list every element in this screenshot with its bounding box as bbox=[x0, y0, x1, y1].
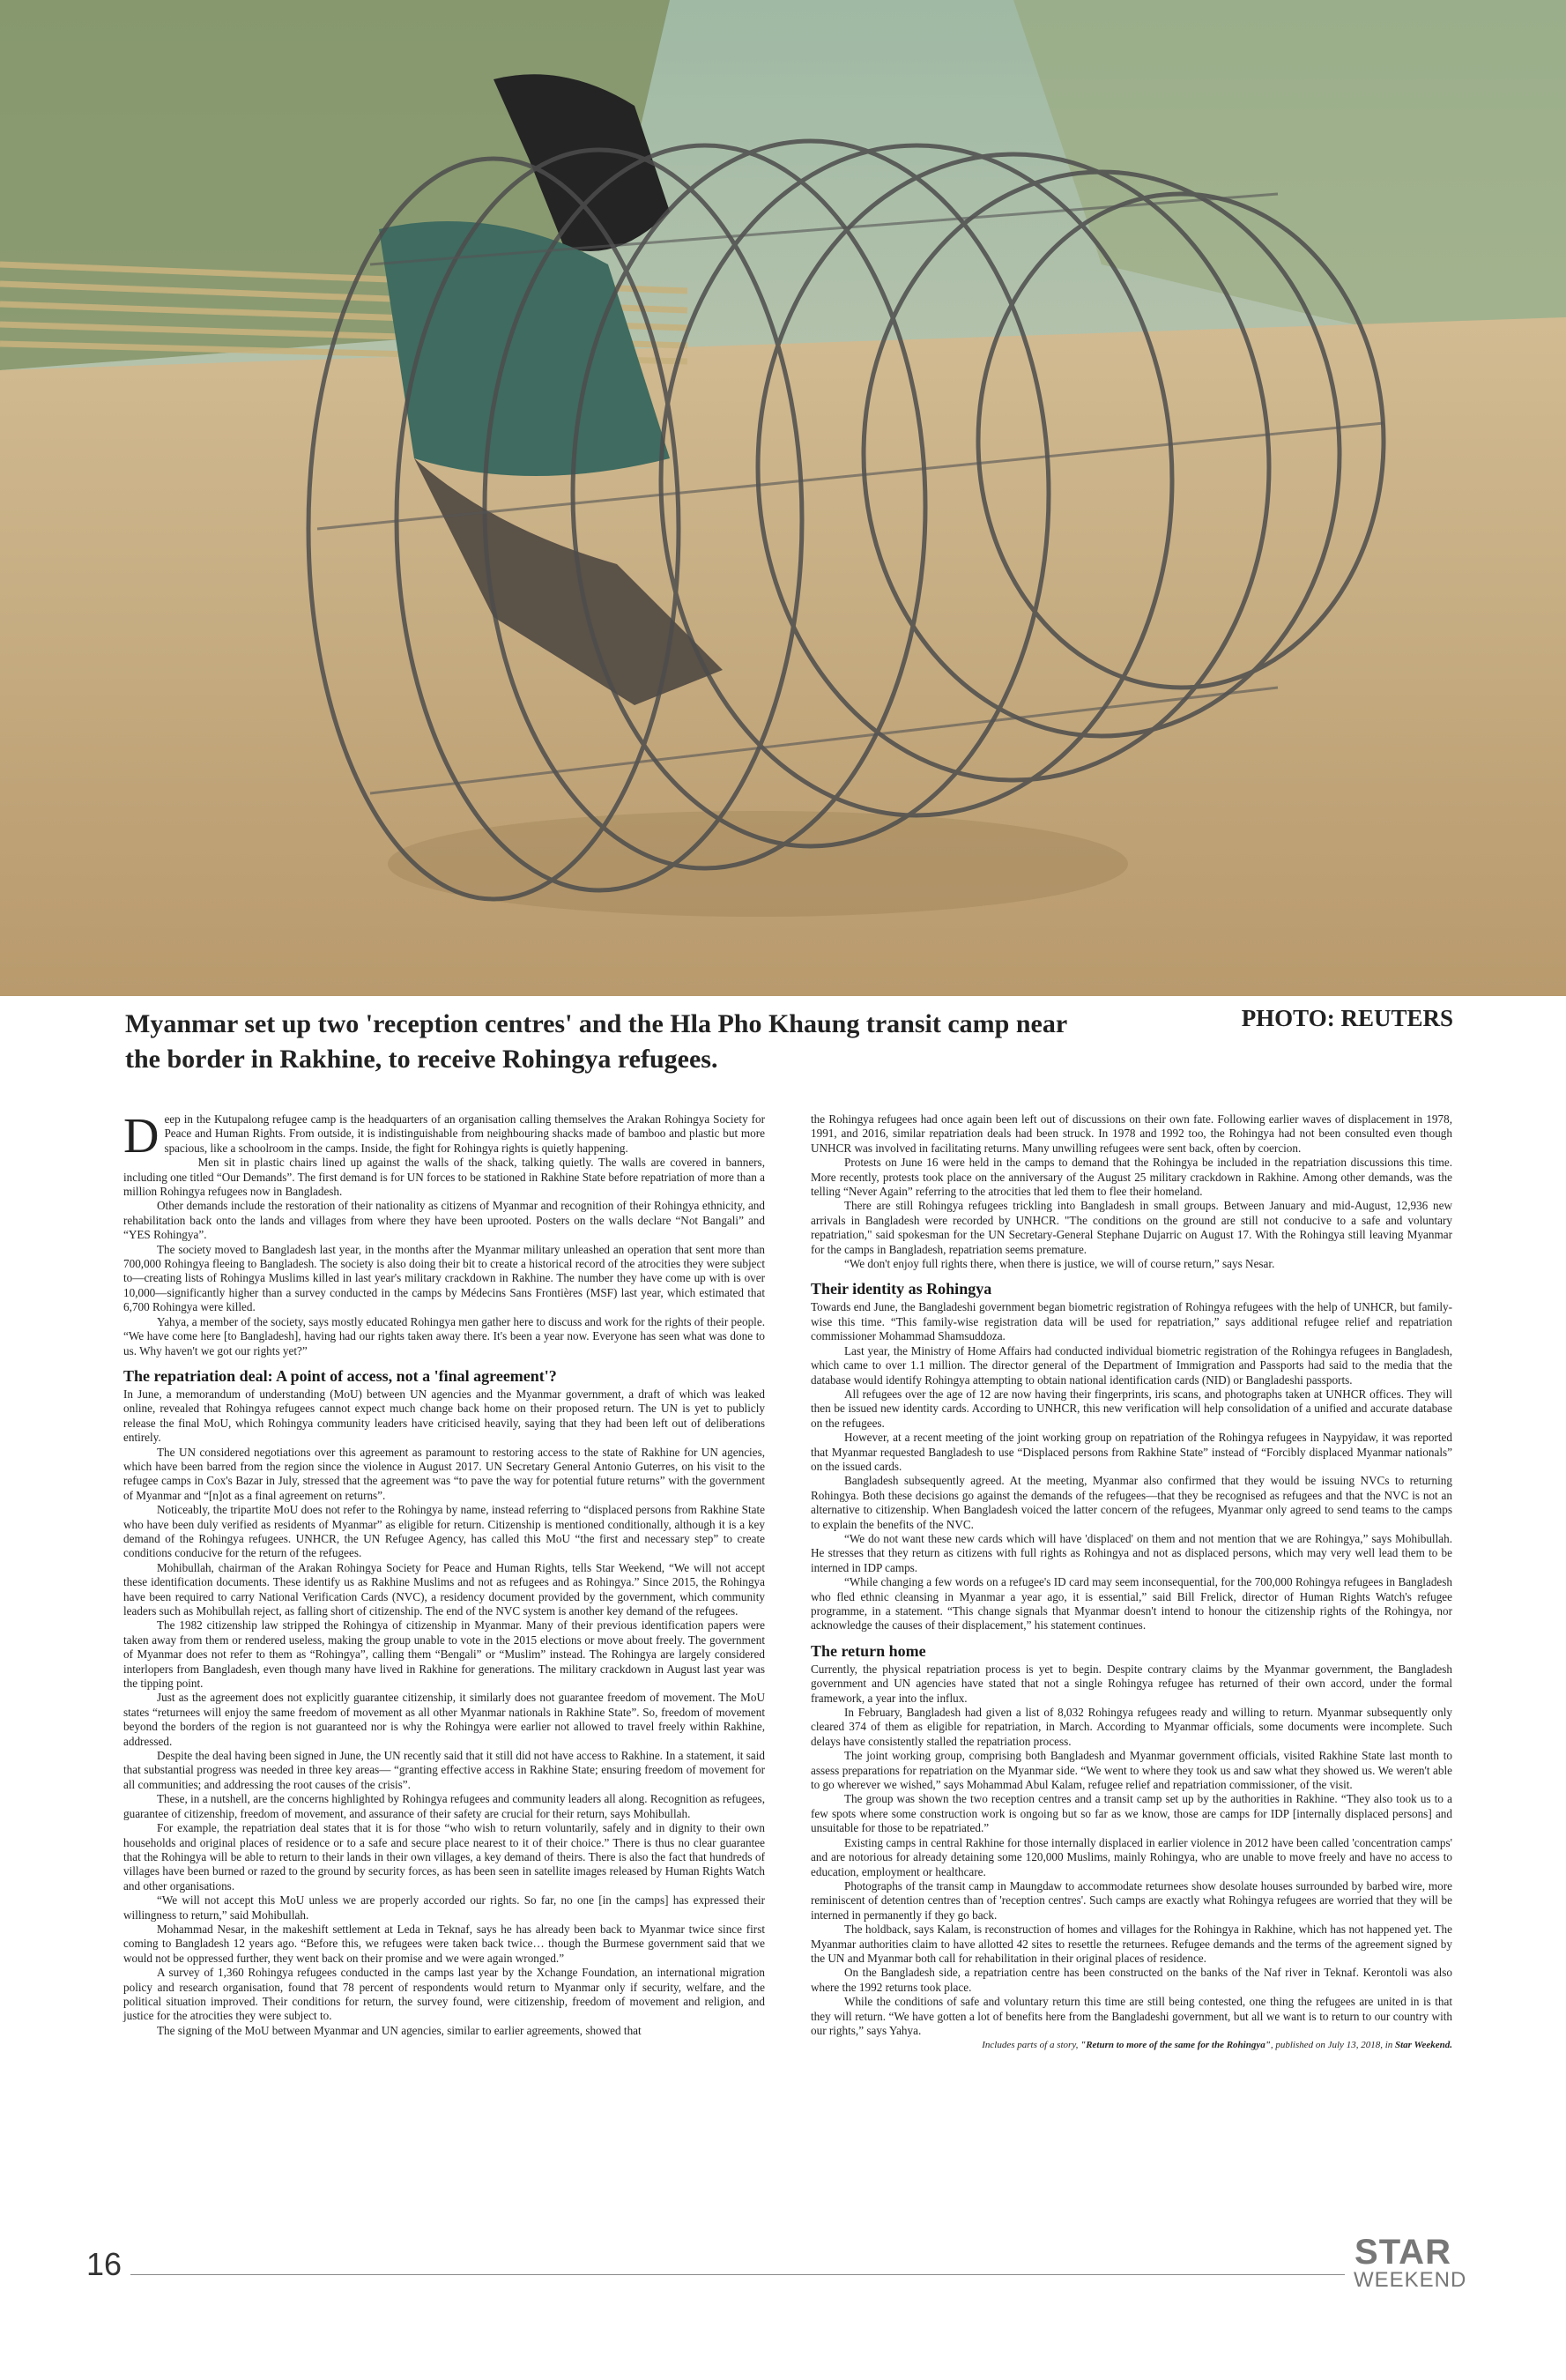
source-note bbox=[811, 2038, 1452, 2052]
logo-star: STAR bbox=[1354, 2233, 1451, 2272]
source-note-publication: Star Weekend. bbox=[1395, 2040, 1452, 2051]
article-paragraph: “We will not accept this MoU unless we are properly accorded our rights. So far, no one [in the camps] has expressed their willingness to return,” said Mohibullah. bbox=[123, 1893, 765, 1922]
page-number: 16 bbox=[86, 2246, 122, 2282]
article-paragraph: Yahya, a member of the society, says mostly educated Rohingya men gather here to discuss and work for the rights of their people. “We have come here [to Bangladesh], having had our rights taken away there. It's been a year now. Everyone has seen what was done to us. Why haven't we got our rights yet?” bbox=[123, 1314, 765, 1357]
article-paragraph: The signing of the MoU between Myanmar and UN agencies, similar to earlier agreements, showed that bbox=[157, 2023, 642, 2037]
article-paragraph: Currently, the physical repatriation process is yet to begin. Despite contrary claims by the Myanmar government, the Bangladesh government and UN agencies have stated that not a single Rohingya refugee has returned of their own accord, under the formal framework, a year into the influx. bbox=[811, 1662, 1452, 1705]
star-weekend-logo bbox=[1354, 2233, 1467, 2292]
section-heading-identity: Their identity as Rohingya bbox=[811, 1280, 992, 1298]
article-paragraph: For example, the repatriation deal states that it is for those “who wish to return voluntarily, safely and in dignity to their own households and original places of residence or to a safe and secure place nearest to it of their choice.” There is thus no clear guarantee that the Rohingya will be able to return to their lands in their own villages, a key demand of theirs. There is also the fact that hundreds of villages have been burned or razed to the ground by security forces, as has been seen in satellite images released by Human Rights Watch and other organisations. bbox=[123, 1821, 765, 1893]
article-paragraph: Towards end June, the Bangladeshi government began biometric registration of Rohingya refugees with the help of UNHCR, but family-wise this time. “This family-wise registration data will be used for repatriation,” says additional refugee relief and repatriation commissioner Mohammad Shamsuddoza. bbox=[811, 1300, 1452, 1343]
article-paragraph: Despite the deal having been signed in June, the UN recently said that it still did not have access to Rakhine. In a statement, it said that substantial progress was needed in three key areas— “granting effective access in Rakhine State; ensuring freedom of movement for all communities; and addressing the root causes of the crisis”. bbox=[123, 1749, 765, 1791]
article-paragraph: Mohammad Nesar, in the makeshift settlement at Leda in Teknaf, says he has already been back to Myanmar twice since first coming to Bangladesh 12 years ago. “Before this, we refugees were taken back twice… though the Burmese government said that we would not be oppressed further, they went back on their promise and we were again wronged.” bbox=[123, 1922, 765, 1965]
article-paragraph: The group was shown the two reception centres and a transit camp set up by the authorities in Rakhine. “They also took us to a few spots where some construction work is ongoing but so far as we know, those are camps for IDP [internally displaced persons] and unsuitable for those to be repatriated.” bbox=[811, 1792, 1452, 1835]
article-column-right bbox=[811, 1112, 1452, 2053]
article-column-left bbox=[123, 1109, 765, 2038]
dropcap: D bbox=[123, 1109, 160, 1164]
source-note-prefix: Includes parts of a story, bbox=[982, 2040, 1081, 2051]
article-paragraph: However, at a recent meeting of the joint working group on repatriation of the Rohingya refugees in Naypyidaw, it was reported that Myanmar requested Bangladesh to use “Displaced persons from Rakhine State” instead of “Forcibly displaced Myanmar nationals” on the issued cards. bbox=[811, 1431, 1452, 1473]
article-paragraph: Men sit in plastic chairs lined up against the walls of the shack, talking quietly. The walls are covered in banners, including one titled “Our Demands”. The first demand is for UN forces to be stationed in Rakhine State before repatriation of more than a million Rohingya refugees now in Bangladesh. bbox=[123, 1156, 765, 1199]
article-paragraph: In June, a memorandum of understanding (MoU) between UN agencies and the Myanmar government, a draft of which was leaked online, revealed that Rohingya refugees cannot expect much change back home on their proposed return. The UN is yet to publicly release the final MoU, which Rohingya community leaders have criticised heavily, saying that they had been left out of deliberations entirely. bbox=[123, 1387, 765, 1445]
source-note-middle: , published on July 13, 2018, in bbox=[1270, 2040, 1395, 2051]
article-paragraph: Last year, the Ministry of Home Affairs had conducted individual biometric registration of the Rohingya refugees in Bangladesh, which came to over 1.1 million. The director general of the Department of Immigration and Passports had said to the media that the database would identify Rohingya attempting to obtain national identification cards (NID) or Bangladeshi passports. bbox=[811, 1343, 1452, 1387]
photo-caption: Myanmar set up two 'reception centres' and the Hla Pho Khaung transit camp near the border in Rakhine, to receive Rohingya refugees. bbox=[125, 1009, 1067, 1074]
article-paragraph: Noticeably, the tripartite MoU does not refer to the Rohingya by name, instead referring to “displaced persons from Rakhine State who have been duly verified as residents of Myanmar” as eligible for return. Citizenship is mentioned conditionally, although it is a key demand of the Rohingya refugees. UNHCR, the UN Refugee Agency, has called this MoU “the first and necessary step” to create conditions conducive for the return of the refugees. bbox=[123, 1503, 765, 1560]
article-paragraph: Just as the agreement does not explicitly guarantee citizenship, it similarly does not guarantee freedom of movement. The MoU states “returnees will enjoy the same freedom of movement as all other Myanmar nationals in Rakhine State”. So, freedom of movement beyond the borders of the region is not guaranteed nor is why the Rohingya were earlier not allowed to travel freely within Rakhine, addressed. bbox=[123, 1691, 765, 1748]
article-paragraph: In February, Bangladesh had given a list of 8,032 Rohingya refugees ready and willing to return. Myanmar subsequently only cleared 374 of them as eligible for repatriation, in March. According to Myanmar officials, some documents were incomplete. Such delays have consistently stalled the repatriation process. bbox=[811, 1706, 1452, 1748]
article-paragraph: “While changing a few words on a refugee's ID card may seem inconsequential, for the 700,000 Rohingya refugees in Bangladesh who fled ethnic cleansing in Myanmar a year ago, it is essential,” said Bill Frelick, director of Human Rights Watch's refugee programme, in a statement. “This change signals that Myanmar doesn't intend to honour the citizenship rights of the Rohingya, nor acknowledge the causes of their displacement,” his statement continues. bbox=[811, 1575, 1452, 1633]
article-paragraph: The joint working group, comprising both Bangladesh and Myanmar government officials, visited Rakhine State last month to assess preparations for repatriation on the Myanmar side. “We went to where they took us and saw what they showed us. We weren't able to go wherever we wished,” says Mohammad Abul Kalam, refugee relief and repatriation commissioner, of the visit. bbox=[811, 1749, 1452, 1792]
article-paragraph: eep in the Kutupalong refugee camp is the headquarters of an organisation calling themselves the Arakan Rohingya Society for Peace and Human Rights. From outside, it is indistinguishable from neighbouring shacks made of bamboo and plastic but more spacious, like a schoolroom in the camps. Inside, the fight for Rohingya rights is quietly happening. bbox=[164, 1112, 765, 1155]
article-paragraph: While the conditions of safe and voluntary return this time are still being contested, one thing the refugees are united in is that they will return. “We have gotten a lot of benefits here from the Bangladeshi government, but all we want is to return to our country with our rights,” says Yahya. bbox=[811, 1995, 1452, 2037]
article-paragraph: Other demands include the restoration of their nationality as citizens of Myanmar and recognition of their Rohingya ethnicity, and rehabilitation back onto the lands and villages from where they have been uprooted. Posters on the walls declare “Not Bangali” and “YES Rohingya”. bbox=[123, 1199, 765, 1242]
article-paragraph: The UN considered negotiations over this agreement as paramount to restoring access to the state of Rakhine for UN agencies, which have been barred from the region since the violence in August 2017. UN Secretary General Antonio Guterres, on his visit to the refugee camps in Cox's Bazar in July, stressed that the agreement was “to pave the way for potential future returns” with the government of Myanmar and “[n]ot as a final agreement on returns”. bbox=[123, 1445, 765, 1502]
article-paragraph: These, in a nutshell, are the concerns highlighted by Rohingya refugees and community leaders all along. Recognition as refugees, guarantee of citizenship, freedom of movement, and assurance of their safety are crucial for their return, says Mohibullah. bbox=[123, 1792, 765, 1820]
barbed-wire-photo bbox=[0, 0, 1566, 996]
section-heading-repatriation: The repatriation deal: A point of access, not a 'final agreement'? bbox=[123, 1366, 557, 1385]
article-paragraph: The society moved to Bangladesh last year, in the months after the Myanmar military unleashed an operation that sent more than 700,000 Rohingya fleeing to Bangladesh. The society is also doing their bit to create a historical record of the atrocities they were subject to—creating lists of Rohingya Muslims killed in last year's military crackdown in Rakhine. The number they have come up with is over 10,000—significantly higher than a survey conducted in the camps by Médecins Sans Frontières (MSF) last year, which estimated that 6,700 Rohingya were killed. bbox=[123, 1242, 765, 1314]
article-paragraph: Protests on June 16 were held in the camps to demand that the Rohingya be included in the repatriation discussions this time. More recently, protests took place on the anniversary of the August 25 military crackdown in Rakhine. Among other demands, was the telling “Never Again” referring to the atrocities that led them to flee their homeland. bbox=[811, 1156, 1452, 1199]
article-paragraph: “We do not want these new cards which will have 'displaced' on them and not mention that we are Rohingya,” says Mohibullah. He stresses that they return as citizens with full rights as Rohingya and not as displaced persons, which may very well lead them to be interned in IDP camps. bbox=[811, 1531, 1452, 1574]
article-paragraph: “We don't enjoy full rights there, when there is justice, we will of course return,” says Nesar. bbox=[844, 1257, 1275, 1271]
article-paragraph: A survey of 1,360 Rohingya refugees conducted in the camps last year by the Xchange Foundation, an international migration policy and research organisation, found that 78 percent of respondents would return to Myanmar only if security, welfare, and the political situation improved. Their conditions for return, the survey found, were citizenship, freedom of movement and religion, and justice for the atrocities they were subject to. bbox=[123, 1966, 765, 2023]
article-paragraph: the Rohingya refugees had once again been left out of discussions on their own fate. Following earlier waves of displacement in 1978, 1991, and 2016, similar repatriation deals had been struck. In 1978 and 1992 too, the Rohingya had not been consulted even though UNHCR was involved in facilitating returns. Many unwilling refugees were sent back, often by coercion. bbox=[811, 1112, 1452, 1155]
article-paragraph: The holdback, says Kalam, is reconstruction of homes and villages for the Rohingya in Rakhine, which has not happened yet. The Myanmar authorities claim to have allotted 42 sites to resettle the returnees. Refugee demands and the terms of the agreement signed by the UN and Myanmar both call for rehabilitation in their original places of residence. bbox=[811, 1923, 1452, 1965]
article-paragraph: There are still Rohingya refugees trickling into Bangladesh in small groups. Between January and mid-August, 12,936 new arrivals in Bangladesh were recorded by UNHCR. "The conditions on the ground are still not conducive to a safe and voluntary repatriation," said spokesman for the UN Secretary-General Stephane Dujarric on August 17. With the Rohingya still leaving Myanmar for the camps in Bangladesh, repatriation seems premature. bbox=[811, 1199, 1452, 1256]
article-paragraph: Existing camps in central Rakhine for those internally displaced in earlier violence in 2012 have been called 'concentration camps' and are notorious for already detaining some 120,000 Muslims, mainly Rohingya, who are unable to move freely and have no access to education, employment or healthcare. bbox=[811, 1835, 1452, 1878]
article-paragraph: On the Bangladesh side, a repatriation centre has been constructed on the banks of the Naf river in Teknaf. Kerontoli was also where the 1992 returns took place. bbox=[811, 1966, 1452, 1994]
barbed-wire-photo-icon bbox=[0, 0, 1566, 996]
footer-rule bbox=[130, 2274, 1345, 2275]
article-paragraph: The 1982 citizenship law stripped the Rohingya of citizenship in Myanmar. Many of their previous identification papers were taken away from them or rendered useless, making the group unable to vote in the 2015 elections or move about freely. The government of Myanmar does not refer to them as “Rohingya”, calling them “Bengali” or “Muslim” instead. The Rohingya are largely considered interlopers from Bangladesh, even though many have lived in Rakhine for generations. The military crackdown in August last year was the tipping point. bbox=[123, 1618, 765, 1691]
article-paragraph: Photographs of the transit camp in Maungdaw to accommodate returnees show desolate houses surrounded by barbed wire, more reminiscent of detention centres than of 'reception centres'. Such camps are exactly what Rohingya refugees are worried that they will be interned in permanently if they go back. bbox=[811, 1878, 1452, 1922]
article-paragraph: Bangladesh subsequently agreed. At the meeting, Myanmar also confirmed that they would be issuing NVCs to returning Rohingya. Both these decisions go against the demands of the refugees—that they be recognised as refugees and that the NVC is not an alternative to citizenship. When Bangladesh voiced the latter concern of the refugees, Myanmar only agreed to send teams to the camps to explain the benefits of the NVC. bbox=[811, 1474, 1452, 1531]
section-heading-return: The return home bbox=[811, 1641, 926, 1660]
article-paragraph: Mohibullah, chairman of the Arakan Rohingya Society for Peace and Human Rights, tells Star Weekend, “We will not accept these identification documents. These identify us as Rakhine Muslims and not as refugees and as Rohingya.” Since 2015, the Rohingya have been required to carry National Verification Cards (NVC), a residency document provided by the government, which community leaders such as Mohibullah reject, as falling short of citizenship. The end of the NVC system is another key demand of the refugees. bbox=[123, 1560, 765, 1618]
article-paragraph: All refugees over the age of 12 are now having their fingerprints, iris scans, and photographs taken at UNHCR offices. They will then be issued new identity cards. According to UNHCR, this new verification will help consolidation of a unified and accurate database on the refugees. bbox=[811, 1387, 1452, 1430]
photo-credit: PHOTO: REUTERS bbox=[1241, 1005, 1453, 1031]
logo-weekend: WEEKEND bbox=[1354, 2268, 1467, 2292]
source-note-title: "Return to more of the same for the Rohingya" bbox=[1080, 2040, 1271, 2051]
